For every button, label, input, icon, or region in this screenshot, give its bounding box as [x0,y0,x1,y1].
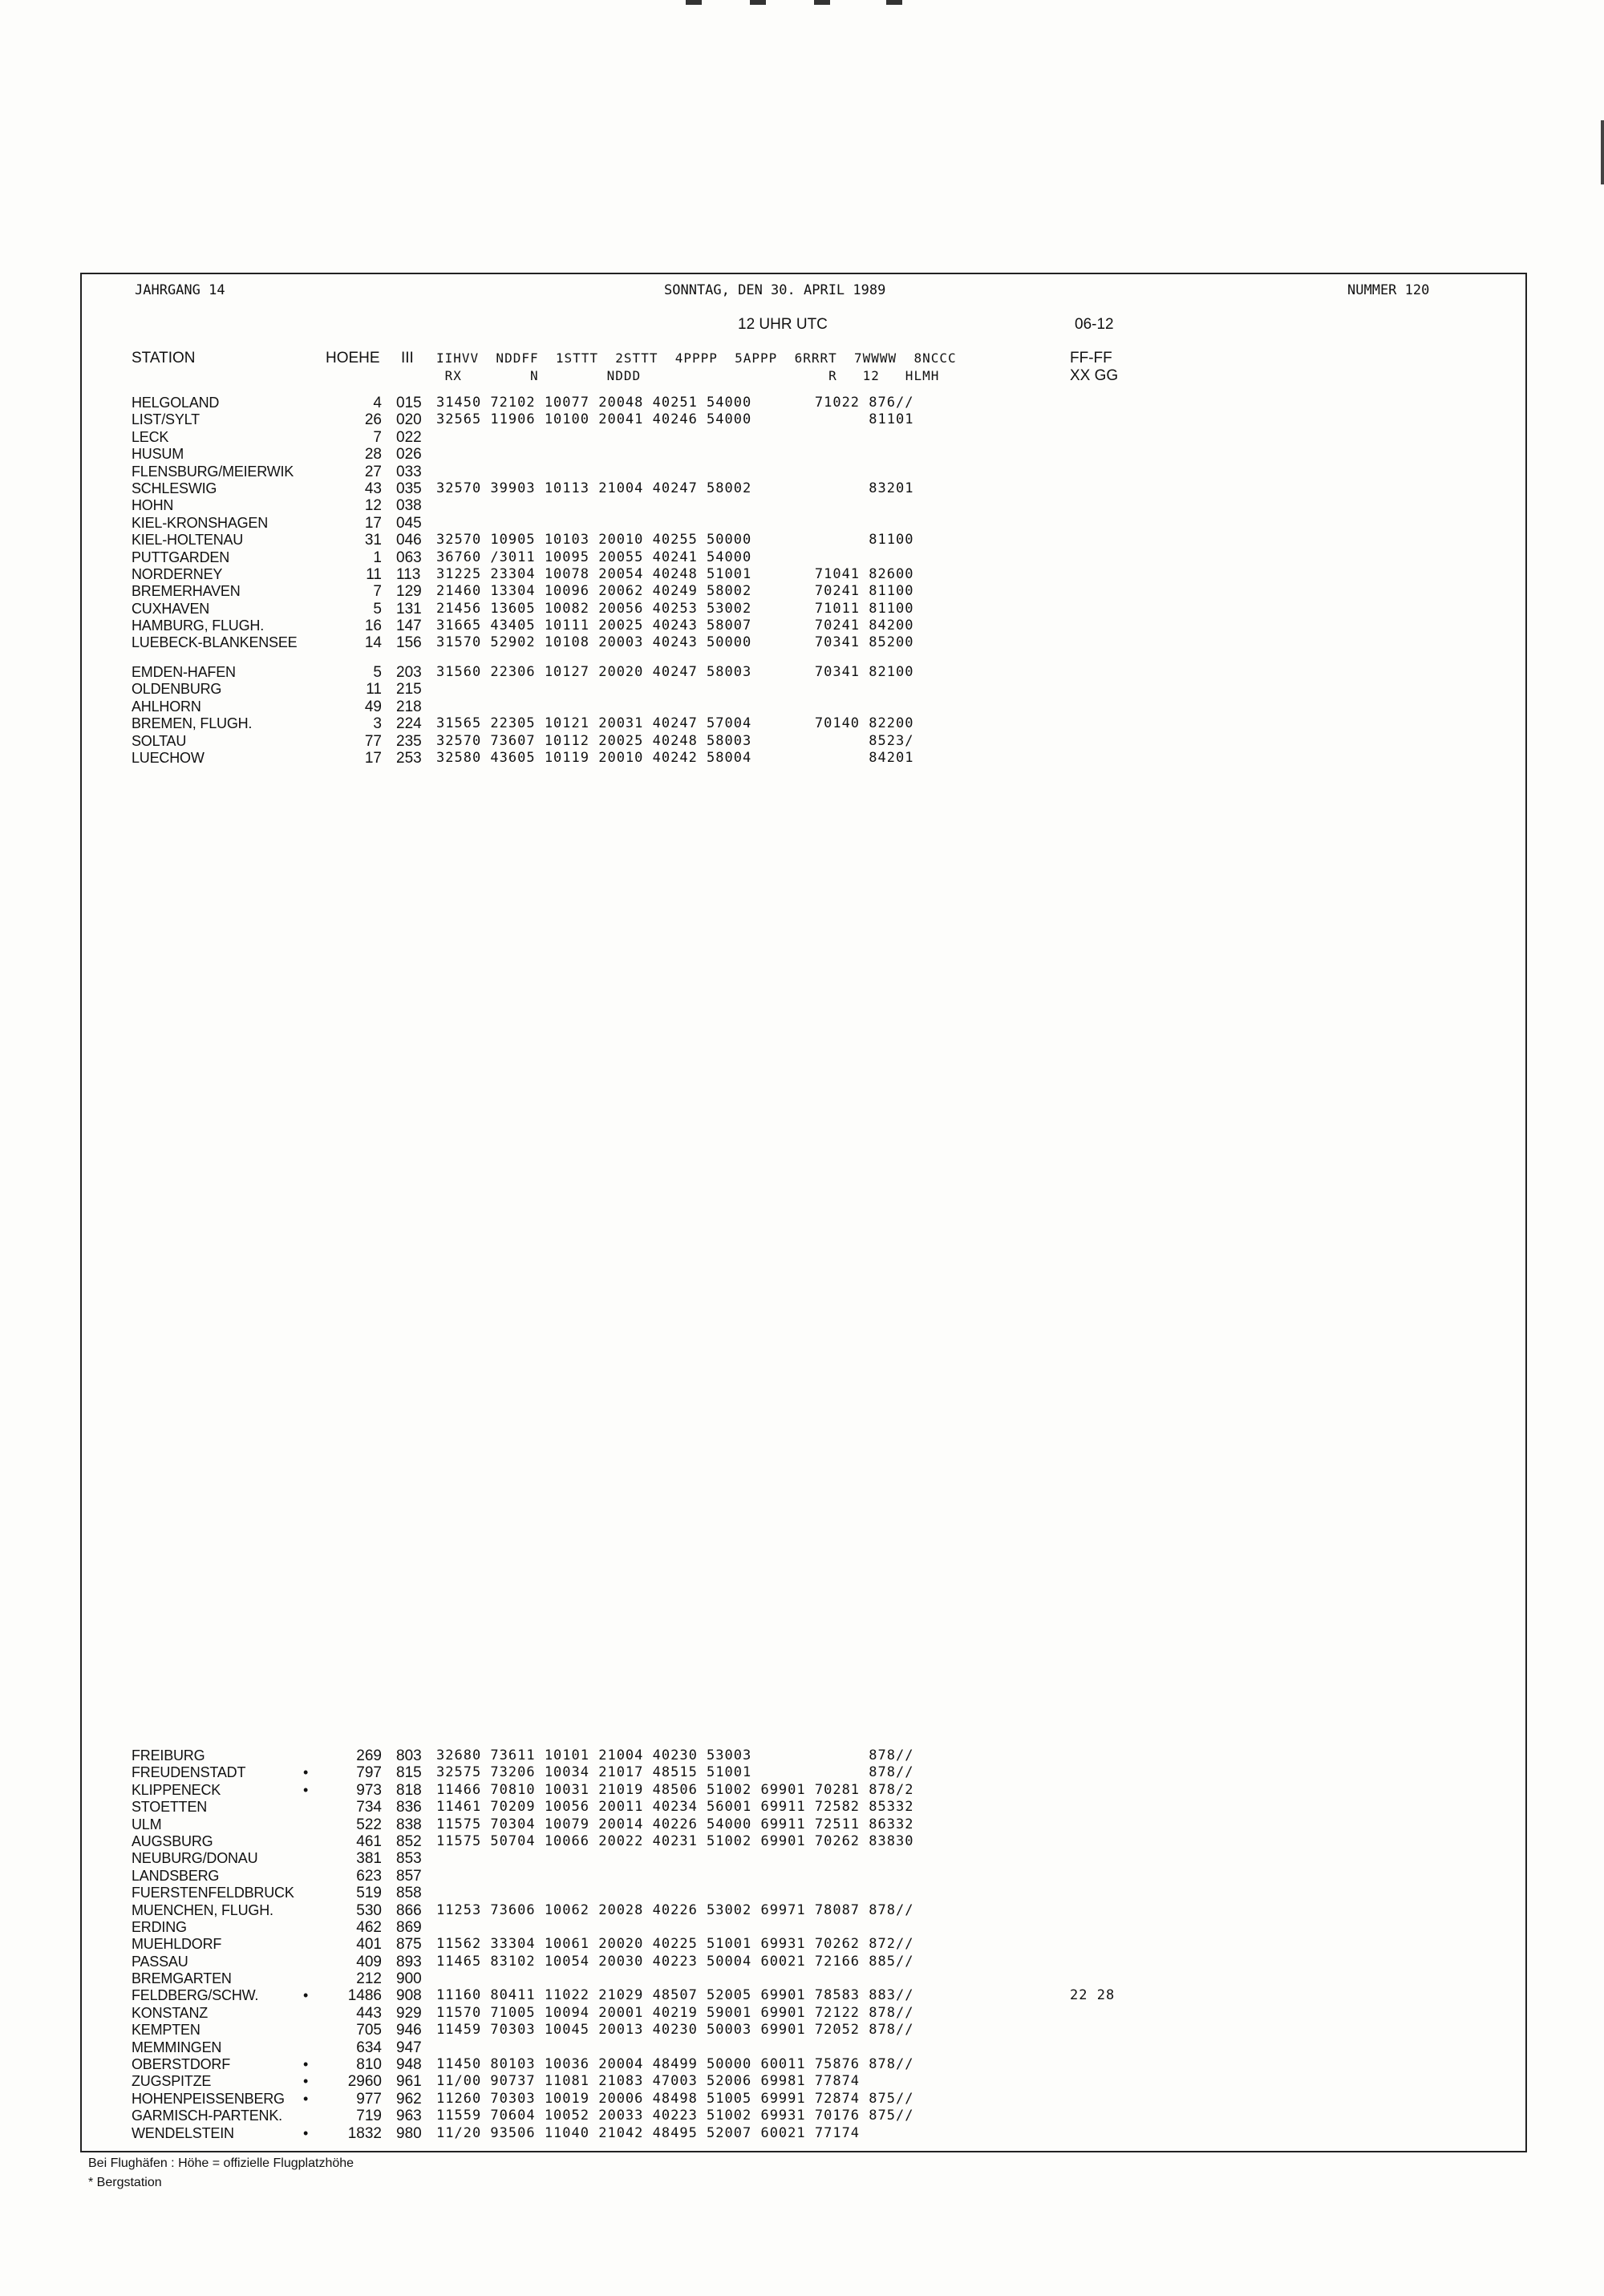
station-name: OBERSTDORF [132,2056,231,2073]
station-number: 218 [396,698,422,715]
station-name: AHLHORN [132,698,201,715]
station-name: LUECHOW [132,749,205,766]
station-name: LUEBECK-BLANKENSEE [132,634,298,651]
station-number: 022 [396,428,422,446]
mountain-marker: • [303,1987,309,2004]
observation-groups: 31225 23304 10078 20054 40248 51001 71041 82600 [436,565,914,582]
table-row [0,699,1604,715]
table-row [0,515,1604,532]
table-row [0,1936,1604,1953]
station-height: 77 [364,732,382,750]
page-edge-mark [1601,120,1604,184]
station-height: 11 [366,681,382,699]
station-height: 16 [364,618,382,635]
station-height: 810 [356,2056,382,2074]
station-number: 963 [396,2108,422,2125]
observation-groups: 11450 80103 10036 20004 48499 50000 60011 75876 878// [436,2056,914,2073]
table-row [0,664,1604,681]
station-number: 046 [396,532,422,549]
observation-groups: 11575 50704 10066 20022 40231 51002 69901 70262 83830 [436,1832,914,1849]
observation-groups: 11253 73606 10062 20028 40226 53002 69971 78087 878// [436,1901,914,1918]
station-name: NORDERNEY [132,565,223,582]
station-number: 147 [396,618,422,635]
station-name: HOHENPEISSENBERG [132,2090,285,2107]
station-number: 857 [396,1867,422,1885]
observation-groups: 32580 43605 10119 20010 40242 58004 84201 [436,749,914,766]
station-number: 235 [396,732,422,750]
table-row [0,715,1604,732]
observation-groups: 31570 52902 10108 20003 40243 50000 70341 85200 [436,634,914,651]
table-row [0,681,1604,698]
observation-groups: 32570 39903 10113 21004 40247 58002 83201 [436,480,914,496]
station-number: 908 [396,1987,422,2005]
extra-column-header-2: XX GG [1070,367,1119,384]
station-height: 2960 [347,2073,382,2091]
station-block [0,1747,1604,2142]
station-block [0,664,1604,767]
mountain-marker: • [303,2056,309,2073]
mountain-marker: • [303,2090,309,2107]
header-volume: JAHRGANG 14 [135,282,225,298]
station-number: 962 [396,2090,422,2108]
station-name: CUXHAVEN [132,600,210,617]
station-name: NEUBURG/DONAU [132,1850,258,1867]
station-name: FELDBERG/SCHW. [132,1987,259,2004]
table-row [0,1816,1604,1833]
station-number: 929 [396,2004,422,2022]
station-number: 893 [396,1953,422,1970]
obs-column-header-2: RX N NDDD R 12 HLMH [436,368,940,383]
station-height: 1 [373,549,382,566]
station-number: 045 [396,514,422,532]
scan-mark [886,0,902,5]
observation-groups: 11575 70304 10079 20014 40226 54000 69911 72511 86332 [436,1816,914,1832]
station-height: 623 [356,1867,382,1885]
station-height: 797 [356,1764,382,1782]
station-name: LANDSBERG [132,1867,220,1884]
footnote-airport-height: Bei Flughäfen : Höhe = offizielle Flugplatzhöhe [88,2156,354,2170]
observation-groups: 11459 70303 10045 20013 40230 50003 69901 72052 878// [436,2022,914,2039]
scan-mark [750,0,766,5]
table-row [0,395,1604,411]
station-number: 038 [396,497,422,515]
table-row [0,618,1604,634]
table-row [0,1919,1604,1936]
header-date: SONNTAG, DEN 30. APRIL 1989 [664,282,886,298]
station-name: WENDELSTEIN [132,2124,234,2141]
station-height: 5 [373,600,382,618]
table-row [0,2005,1604,2022]
observation-groups: 36760 /3011 10095 20055 40241 54000 [436,549,752,565]
table-row [0,733,1604,750]
station-height: 519 [356,1885,382,1902]
observation-groups: 31450 72102 10077 20048 40251 54000 71022 876// [436,395,914,411]
station-number: 033 [396,463,422,480]
station-name: PASSAU [132,1953,188,1970]
station-name: BREMERHAVEN [132,583,241,600]
mountain-marker: • [303,1764,309,1781]
table-row [0,2073,1604,2090]
table-row [0,1954,1604,1970]
station-number: 026 [396,446,422,464]
observation-groups: 11160 80411 11022 21029 48507 52005 69901 78583 883// [436,1987,914,2004]
table-row [0,2039,1604,2056]
station-number: 215 [396,681,422,699]
table-row [0,566,1604,583]
table-row [0,2125,1604,2142]
mountain-marker: • [303,2124,309,2141]
station-name: KLIPPENECK [132,1781,221,1798]
station-column-header: STATION [132,350,196,366]
station-height: 269 [356,1747,382,1764]
station-name: LECK [132,428,169,445]
station-height: 17 [364,514,382,532]
mountain-marker: • [303,1781,309,1798]
station-height: 977 [356,2090,382,2108]
station-height: 530 [356,1901,382,1919]
station-height: 43 [364,480,382,497]
observation-groups: 32570 73607 10112 20025 40248 58003 8523/ [436,732,914,749]
station-name: HAMBURG, FLUGH. [132,618,265,634]
station-number: 852 [396,1832,422,1850]
station-height: 381 [356,1850,382,1868]
scan-mark [814,0,830,5]
table-row [0,750,1604,767]
station-number: 035 [396,480,422,497]
station-name: KIEL-KRONSHAGEN [132,514,269,531]
observation-groups: 32680 73611 10101 21004 40230 53003 878// [436,1747,914,1764]
station-height: 212 [356,1970,382,1988]
station-name: ERDING [132,1918,187,1935]
table-row [0,1833,1604,1850]
observation-groups: 11/00 90737 11081 21083 47003 52006 69981 77874 [436,2073,861,2090]
station-number: 961 [396,2073,422,2091]
observation-groups: 11461 70209 10056 20011 40234 56001 69911 72582 85332 [436,1799,914,1816]
station-height: 409 [356,1953,382,1970]
station-name: FLENSBURG/MEIERWIK [132,463,294,480]
table-row [0,411,1604,428]
mountain-marker: • [303,2073,309,2090]
station-name: BREMGARTEN [132,1970,232,1987]
station-height: 14 [364,634,382,652]
table-row [0,1747,1604,1764]
station-name: MUEHLDORF [132,1936,222,1953]
station-number: 224 [396,715,422,733]
table-row [0,2091,1604,2108]
station-height: 522 [356,1816,382,1833]
table-row [0,549,1604,566]
station-height: 719 [356,2108,382,2125]
station-number: 203 [396,664,422,681]
table-row [0,634,1604,651]
station-number: 156 [396,634,422,652]
station-number: 818 [396,1781,422,1799]
station-height: 705 [356,2022,382,2039]
station-number: 836 [396,1799,422,1816]
station-name: FREIBURG [132,1747,205,1764]
station-name: KEMPTEN [132,2022,200,2039]
station-number: 869 [396,1918,422,1936]
observation-groups: 11/20 93506 11040 21042 48495 52007 60021 77174 [436,2124,861,2141]
station-number: 875 [396,1936,422,1954]
station-height: 5 [373,664,382,681]
observation-groups: 11559 70604 10052 20033 40223 51002 69931 70176 875// [436,2108,914,2124]
station-number: 129 [396,583,422,601]
hoehe-column-header: HOEHE [326,350,380,366]
station-name: KONSTANZ [132,2004,209,2021]
station-height: 7 [373,428,382,446]
station-number: 020 [396,411,422,429]
station-number: 063 [396,549,422,566]
footnote-mountain-station: * Bergstation [88,2176,162,2189]
station-name: STOETTEN [132,1799,208,1816]
table-row [0,2022,1604,2039]
station-number: 947 [396,2039,422,2056]
station-height: 27 [364,463,382,480]
extra-period: 06-12 [1075,316,1114,333]
station-number: 980 [396,2124,422,2142]
station-height: 12 [364,497,382,515]
table-row [0,2056,1604,2073]
station-height: 1486 [347,1987,382,2005]
observation-groups: 11260 70303 10019 20006 48498 51005 69991 72874 875// [436,2090,914,2107]
station-number: 838 [396,1816,422,1833]
station-block [0,395,1604,652]
table-row [0,497,1604,514]
station-name: GARMISCH-PARTENK. [132,2108,282,2124]
station-height: 973 [356,1781,382,1799]
table-row [0,2108,1604,2124]
station-height: 28 [364,446,382,464]
station-number: 803 [396,1747,422,1764]
observation-groups: 11466 70810 10031 21019 48506 51002 69901 70281 878/2 [436,1781,914,1798]
station-name: HUSUM [132,446,184,463]
scan-mark [686,0,702,5]
station-number: 113 [396,565,421,583]
station-height: 443 [356,2004,382,2022]
table-row [0,1902,1604,1919]
station-height: 4 [373,395,382,411]
table-row [0,601,1604,618]
observation-time: 12 UHR UTC [738,316,828,333]
station-height: 634 [356,2039,382,2056]
station-number: 131 [396,600,422,618]
header-issue-number: NUMMER 120 [1347,282,1430,298]
table-row [0,1868,1604,1885]
observation-groups: 21456 13605 10082 20056 40253 53002 71011 81100 [436,600,914,617]
table-row [0,446,1604,463]
station-name: FREUDENSTADT [132,1764,246,1781]
station-height: 26 [364,411,382,429]
station-name: SCHLESWIG [132,480,217,496]
observation-groups: 31560 22306 10127 20020 40247 58003 70341 82100 [436,664,914,680]
station-name: HELGOLAND [132,395,220,411]
station-height: 7 [373,583,382,601]
observation-groups: 32575 73206 10034 21017 48515 51001 878// [436,1764,914,1781]
station-name: BREMEN, FLUGH. [132,715,253,732]
station-height: 734 [356,1799,382,1816]
table-row [0,1850,1604,1867]
station-number: 853 [396,1850,422,1868]
station-height: 461 [356,1832,382,1850]
station-name: MEMMINGEN [132,2039,222,2055]
table-row [0,1782,1604,1799]
station-height: 462 [356,1918,382,1936]
station-name: MUENCHEN, FLUGH. [132,1901,273,1918]
station-number: 900 [396,1970,422,1988]
table-row [0,1970,1604,1987]
observation-groups: 21460 13304 10096 20062 40249 58002 70241 81100 [436,583,914,600]
table-row [0,480,1604,497]
table-row [0,429,1604,446]
station-name: PUTTGARDEN [132,549,230,565]
station-name: ULM [132,1816,162,1832]
station-name: FUERSTENFELDBRUCK [132,1885,294,1901]
iii-column-header: III [401,350,414,366]
table-row [0,1799,1604,1816]
station-number: 253 [396,749,422,767]
station-height: 3 [373,715,382,733]
table-row [0,1885,1604,1901]
table-row [0,583,1604,600]
observation-groups: 32565 11906 10100 20041 40246 54000 81101 [436,411,914,428]
observation-groups: 32570 10905 10103 20010 40255 50000 81100 [436,532,914,549]
station-height: 11 [366,565,382,583]
station-name: HOHN [132,497,174,514]
station-height: 401 [356,1936,382,1954]
station-name: SOLTAU [132,732,187,749]
station-name: OLDENBURG [132,681,222,698]
station-height: 31 [364,532,382,549]
station-name: LIST/SYLT [132,411,200,428]
obs-column-header-1: IIHVV NDDFF 1STTT 2STTT 4PPPP 5APPP 6RRRT 7WWWW 8NCCC [436,350,957,366]
observation-groups: 31565 22305 10121 20031 40247 57004 70140 82200 [436,715,914,732]
station-number: 948 [396,2056,422,2074]
table-row [0,532,1604,549]
station-name: EMDEN-HAFEN [132,664,236,680]
observation-groups: 11562 33304 10061 20020 40225 51001 69931 70262 872// [436,1936,914,1953]
extra-column-header-1: FF-FF [1070,350,1112,366]
station-name: ZUGSPITZE [132,2073,212,2090]
observation-groups: 11465 83102 10054 20030 40223 50004 60021 72166 885// [436,1953,914,1970]
station-height: 1832 [347,2124,382,2142]
station-name: KIEL-HOLTENAU [132,532,244,549]
table-row [0,1764,1604,1781]
table-row [0,1987,1604,2004]
station-name: AUGSBURG [132,1832,213,1849]
table-row [0,464,1604,480]
station-height: 49 [364,698,382,715]
station-number: 815 [396,1764,422,1782]
footnotes [88,2154,354,2193]
extra-groups: 22 28 [1070,1987,1116,2004]
observation-groups: 31665 43405 10111 20025 40243 58007 70241 84200 [436,618,914,634]
station-number: 946 [396,2022,422,2039]
observation-groups: 11570 71005 10094 20001 40219 59001 69901 72122 878// [436,2004,914,2021]
station-number: 015 [396,395,422,411]
station-height: 17 [364,749,382,767]
station-number: 866 [396,1901,422,1919]
station-number: 858 [396,1885,422,1902]
